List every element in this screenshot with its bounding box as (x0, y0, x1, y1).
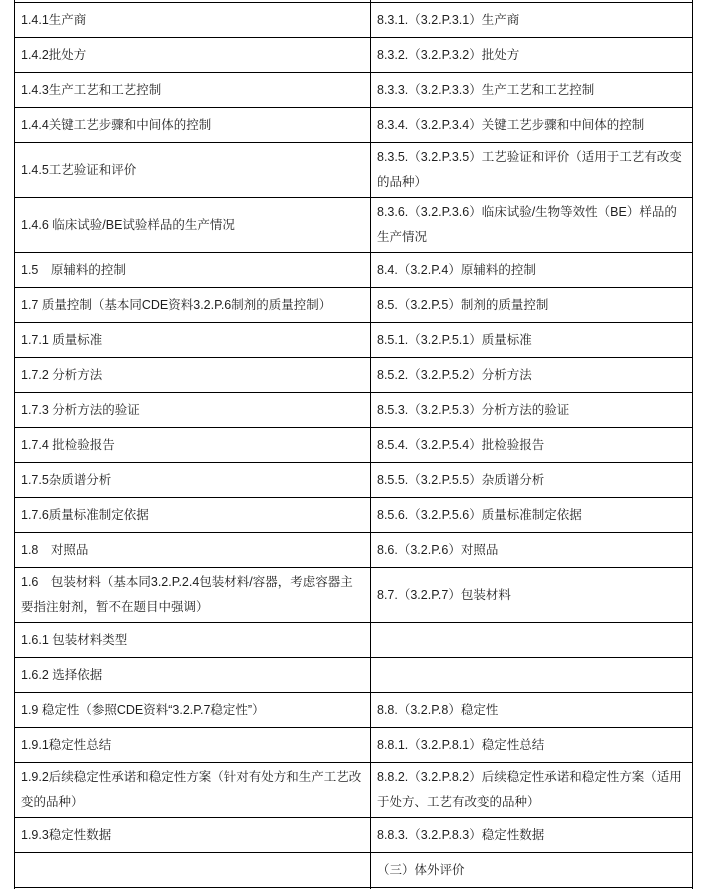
left-cell: 1.7.1 质量标准 (15, 323, 371, 358)
right-cell: 8.5.4.（3.2.P.5.4）批检验报告 (371, 428, 693, 463)
right-cell: 8.3.3.（3.2.P.3.3）生产工艺和工艺控制 (371, 73, 693, 108)
table-row (15, 393, 693, 428)
left-cell: 1.6.2 选择依据 (15, 658, 371, 693)
right-cell: 8.3.1.（3.2.P.3.1）生产商 (371, 3, 693, 38)
table-row (15, 73, 693, 108)
left-cell: 1.5 原辅料的控制 (15, 253, 371, 288)
left-cell: 1.4.5工艺验证和评价 (15, 143, 371, 198)
left-cell: 1.4.1生产商 (15, 3, 371, 38)
table-row (15, 143, 693, 198)
left-cell: 1.7.2 分析方法 (15, 358, 371, 393)
left-cell: 1.4.6 临床试验/BE试验样品的生产情况 (15, 198, 371, 253)
right-cell (371, 658, 693, 693)
left-cell: 1.7.4 批检验报告 (15, 428, 371, 463)
right-cell: 8.5.（3.2.P.5）制剂的质量控制 (371, 288, 693, 323)
right-cell: 8.8.3.（3.2.P.8.3）稳定性数据 (371, 818, 693, 853)
right-cell: 8.8.2.（3.2.P.8.2）后续稳定性承诺和稳定性方案（适用于处方、工艺有改变的品种） (371, 763, 693, 818)
right-cell: 8.5.5.（3.2.P.5.5）杂质谱分析 (371, 463, 693, 498)
left-cell: 1.7.3 分析方法的验证 (15, 393, 371, 428)
right-cell: 8.5.1.（3.2.P.5.1）质量标准 (371, 323, 693, 358)
left-cell: 1.8 对照品 (15, 533, 371, 568)
table-row (15, 198, 693, 253)
left-cell: 1.6.1 包装材料类型 (15, 623, 371, 658)
table-row (15, 533, 693, 568)
left-cell: 1.9.1稳定性总结 (15, 728, 371, 763)
right-cell: （三）体外评价 (371, 853, 693, 888)
table-row (15, 323, 693, 358)
table-row (15, 658, 693, 693)
left-cell: 1.4.2批处方 (15, 38, 371, 73)
left-cell: 1.6 包装材料（基本同3.2.P.2.4包装材料/容器，考虑容器主要指注射剂，暂不在题目中强调） (15, 568, 371, 623)
right-cell: 8.7.（3.2.P.7）包装材料 (371, 568, 693, 623)
table-row (15, 108, 693, 143)
right-cell: 8.5.6.（3.2.P.5.6）质量标准制定依据 (371, 498, 693, 533)
table-body (15, 0, 693, 889)
left-cell: 1.9.3稳定性数据 (15, 818, 371, 853)
right-cell: 8.3.4.（3.2.P.3.4）关键工艺步骤和中间体的控制 (371, 108, 693, 143)
table-row (15, 693, 693, 728)
left-cell: 1.7.5杂质谱分析 (15, 463, 371, 498)
right-cell: 8.4.（3.2.P.4）原辅料的控制 (371, 253, 693, 288)
right-cell: 8.5.3.（3.2.P.5.3）分析方法的验证 (371, 393, 693, 428)
left-cell: 1.9 稳定性（参照CDE资料“3.2.P.7稳定性”） (15, 693, 371, 728)
table-row (15, 763, 693, 818)
table-row (15, 288, 693, 323)
table-row (15, 463, 693, 498)
table-row (15, 728, 693, 763)
ctd-section-mapping-table (14, 0, 693, 889)
left-cell: 1.9.2后续稳定性承诺和稳定性方案（针对有处方和生产工艺改变的品种） (15, 763, 371, 818)
table-row (15, 358, 693, 393)
table-row (15, 568, 693, 623)
left-cell: 1.4.3生产工艺和工艺控制 (15, 73, 371, 108)
table-row (15, 428, 693, 463)
right-cell: 8.3.5.（3.2.P.3.5）工艺验证和评价（适用于工艺有改变的品种） (371, 143, 693, 198)
right-cell (371, 623, 693, 658)
right-cell: 8.3.2.（3.2.P.3.2）批处方 (371, 38, 693, 73)
right-cell: 8.5.2.（3.2.P.5.2）分析方法 (371, 358, 693, 393)
table-row (15, 38, 693, 73)
table-row (15, 623, 693, 658)
left-cell: 1.7.6质量标准制定依据 (15, 498, 371, 533)
table-row (15, 853, 693, 888)
right-cell: 8.8.（3.2.P.8）稳定性 (371, 693, 693, 728)
left-cell (15, 853, 371, 888)
left-cell: 1.7 质量控制（基本同CDE资料3.2.P.6制剂的质量控制） (15, 288, 371, 323)
right-cell: 8.6.（3.2.P.6）对照品 (371, 533, 693, 568)
right-cell: 8.3.6.（3.2.P.3.6）临床试验/生物等效性（BE）样品的生产情况 (371, 198, 693, 253)
right-cell: 8.8.1.（3.2.P.8.1）稳定性总结 (371, 728, 693, 763)
table-row (15, 253, 693, 288)
table-row (15, 498, 693, 533)
table-row (15, 818, 693, 853)
left-cell: 1.4.4关键工艺步骤和中间体的控制 (15, 108, 371, 143)
table-row (15, 3, 693, 38)
